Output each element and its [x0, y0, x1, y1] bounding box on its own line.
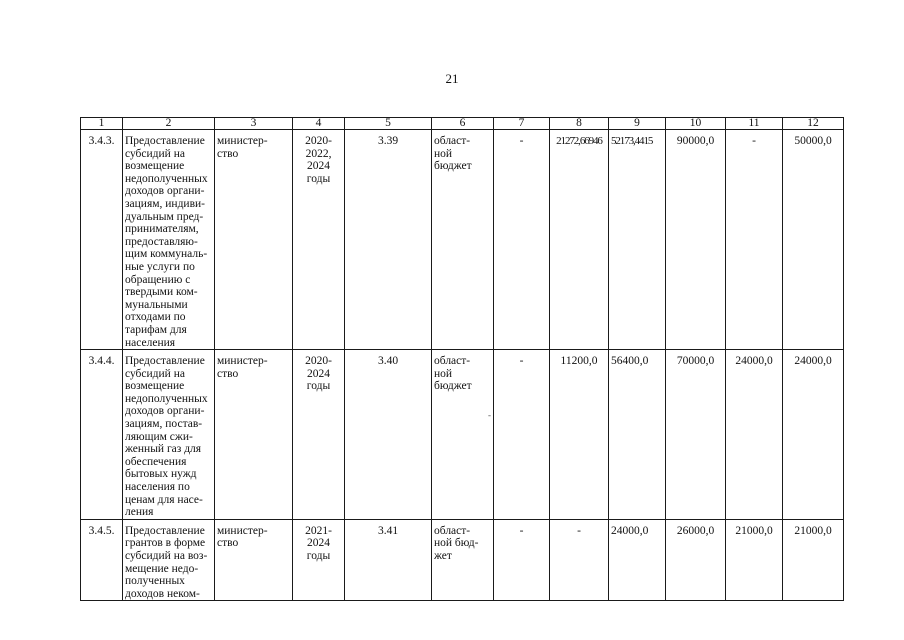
- item-col-7: -: [494, 130, 550, 350]
- item-description: Предоставление грантов в форме субсидий на воз- мещение недо- полученных доходов неком-: [123, 519, 215, 601]
- item-col-9: 24000,0: [609, 519, 666, 601]
- item-indicator: 3.41: [345, 519, 432, 601]
- header-cell-5: 5: [345, 118, 432, 130]
- table-row: [81, 350, 844, 520]
- item-executor: министер- ство: [215, 350, 293, 520]
- item-col-9: 52173,4415: [609, 130, 666, 350]
- table-row: [81, 519, 844, 601]
- header-cell-11: 11: [726, 118, 783, 130]
- header-cell-1: 1: [81, 118, 123, 130]
- item-description: Предоставление субсидий на возмещение недополученных доходов органи- зациям, постав- ляющим сжи- женный газ для обеспечения бытовых нужд населения по ценам для насе- ления: [123, 350, 215, 520]
- item-indicator: 3.39: [345, 130, 432, 350]
- item-col-10: 90000,0: [666, 130, 726, 350]
- item-col-8: 21272,66946: [550, 130, 609, 350]
- item-col-10: 70000,0: [666, 350, 726, 520]
- item-source: област- ной бюджет: [432, 130, 494, 350]
- header-cell-9: 9: [609, 118, 666, 130]
- item-number: 3.4.4.: [81, 350, 123, 520]
- item-col-7: -: [494, 519, 550, 601]
- item-source: област- ной бюд- жет: [432, 519, 494, 601]
- header-cell-7: 7: [494, 118, 550, 130]
- item-col-10: 26000,0: [666, 519, 726, 601]
- item-col-12: 24000,0: [783, 350, 844, 520]
- header-cell-8: 8: [550, 118, 609, 130]
- header-cell-3: 3: [215, 118, 293, 130]
- table-row: [81, 130, 844, 350]
- item-indicator: 3.40: [345, 350, 432, 520]
- item-col-12: 21000,0: [783, 519, 844, 601]
- header-cell-10: 10: [666, 118, 726, 130]
- scan-artifact-mark: -: [488, 410, 491, 420]
- page-number: 21: [445, 71, 459, 86]
- item-col-9: 56400,0: [609, 350, 666, 520]
- item-executor: министер- ство: [215, 130, 293, 350]
- header-cell-12: 12: [783, 118, 844, 130]
- item-col-8: 11200,0: [550, 350, 609, 520]
- program-table: [80, 117, 844, 601]
- item-source: област- ной бюджет: [432, 350, 494, 520]
- item-description: Предоставление субсидий на возмещение недополученных доходов органи- зациям, индиви- дуальным пред- принимателям, предоставляю- щим коммуналь- ные услуги по обращению с твердыми ком- мунальными отходами по тарифам для населения: [123, 130, 215, 350]
- item-period: 2020- 2022, 2024 годы: [293, 130, 345, 350]
- table-header-row: [81, 118, 844, 130]
- item-col-11: 24000,0: [726, 350, 783, 520]
- item-col-7: -: [494, 350, 550, 520]
- header-cell-6: 6: [432, 118, 494, 130]
- item-period: 2021- 2024 годы: [293, 519, 345, 601]
- item-number: 3.4.3.: [81, 130, 123, 350]
- item-col-11: -: [726, 130, 783, 350]
- item-col-12: 50000,0: [783, 130, 844, 350]
- item-col-11: 21000,0: [726, 519, 783, 601]
- header-cell-4: 4: [293, 118, 345, 130]
- item-executor: министер- ство: [215, 519, 293, 601]
- item-period: 2020- 2024 годы: [293, 350, 345, 520]
- header-cell-2: 2: [123, 118, 215, 130]
- item-number: 3.4.5.: [81, 519, 123, 601]
- item-col-8: -: [550, 519, 609, 601]
